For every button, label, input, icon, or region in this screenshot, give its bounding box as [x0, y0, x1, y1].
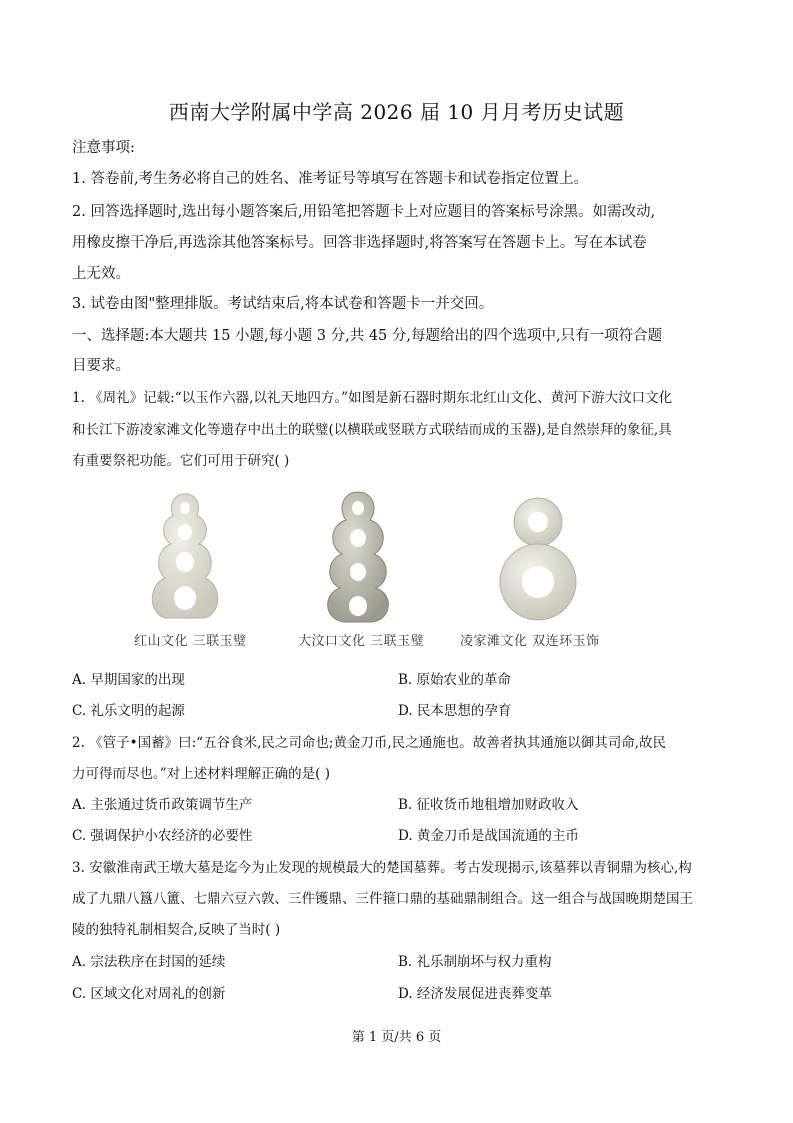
notice-item-1: 1. 答卷前,考生务必将自己的姓名、准考证号等填写在答题卡和试卷指定位置上。: [72, 171, 589, 187]
section-heading-cont: 目要求。: [72, 358, 130, 374]
exam-title: 西南大学附属中学高 2026 届 10 月月考历史试题: [168, 100, 625, 124]
dawenkou-jade-image: [298, 486, 418, 626]
q1-option-a[interactable]: A. 早期国家的出现: [72, 672, 185, 688]
q3-option-b[interactable]: B. 礼乐制崩坏与权力重构: [398, 954, 552, 970]
q3-option-d[interactable]: D. 经济发展促进丧葬变革: [398, 986, 552, 1002]
q3-option-a[interactable]: A. 宗法秩序在封国的延续: [72, 954, 226, 970]
q1-option-b[interactable]: B. 原始农业的革命: [398, 672, 512, 688]
notice-item-3: 3. 试卷由图"整理排版。考试结束后,将本试卷和答题卡一并交回。: [72, 296, 494, 312]
notice-item-2-cont: 用橡皮擦干净后,再选涂其他答案标号。回答非选择题时,将答案写在答题卡上。写在本试卷: [72, 235, 647, 251]
q2-line-2: 力可得而尽也。”对上述材料理解正确的是( ): [72, 766, 330, 782]
q1-option-d[interactable]: D. 民本思想的孕育: [398, 703, 512, 719]
q2-option-d[interactable]: D. 黄金刀币是战国流通的主币: [398, 828, 579, 844]
notice-item-2-end: 上无效。: [72, 266, 130, 282]
notice-heading: 注意事项:: [72, 140, 135, 156]
q1-line-3: 有重要祭祀功能。它们可用于研究( ): [72, 453, 290, 469]
figure-caption-dawenkou: 大汶口文化 三联玉璧: [298, 634, 425, 649]
q3-line-1: 3. 安徽淮南武王墩大墓是迄今为止发现的规模最大的楚国墓葬。考古发现揭示,该墓葬以青铜鼎为核心,构: [72, 860, 692, 876]
q3-line-3: 陵的独特礼制相契合,反映了当时( ): [72, 922, 281, 938]
figure-caption-lingjiatan: 凌家滩文化 双连环玉饰: [460, 634, 600, 649]
q2-line-1: 2. 《管子•国蓄》曰:“五谷食米,民之司命也;黄金刀币,民之通施也。故善者执其通施以御其司命,故民: [72, 735, 667, 751]
q1-line-1: 1. 《周礼》记载:“以玉作六器,以礼天地四方。”如图是新石器时期东北红山文化、黄河下游大汶口文化: [72, 390, 673, 406]
section-heading: 一、选择题:本大题共 15 小题,每小题 3 分,共 45 分,每题给出的四个选项中,只有一项符合题: [72, 328, 663, 344]
q2-option-b[interactable]: B. 征收货币地租增加财政收入: [398, 797, 579, 813]
q1-option-c[interactable]: C. 礼乐文明的起源: [72, 703, 185, 719]
lingjiatan-jade-image: [478, 486, 598, 626]
notice-item-2: 2. 回答选择题时,选出每小题答案后,用铅笔把答题卡上对应题目的答案标号涂黑。如需改动,: [72, 204, 656, 220]
q2-option-c[interactable]: C. 强调保护小农经济的必要性: [72, 828, 253, 844]
q1-line-2: 和长江下游凌家滩文化等遗存中出土的联璧(以横联或竖联方式联结而成的玉器),是自然崇拜的象征,具: [72, 422, 672, 438]
page-footer: 第 1 页/共 6 页: [351, 1030, 442, 1045]
q3-line-2: 成了九鼎八簋八簠、七鼎六豆六敦、三件镬鼎、三件箍口鼎的基础鼎制组合。这一组合与战国晚期楚国王: [72, 891, 693, 907]
figure-caption-hongshan: 红山文化 三联玉璧: [134, 634, 247, 649]
hongshan-jade-image: [125, 486, 245, 626]
q3-option-c[interactable]: C. 区域文化对周礼的创新: [72, 986, 226, 1002]
q2-option-a[interactable]: A. 主张通过货币政策调节生产: [72, 797, 253, 813]
